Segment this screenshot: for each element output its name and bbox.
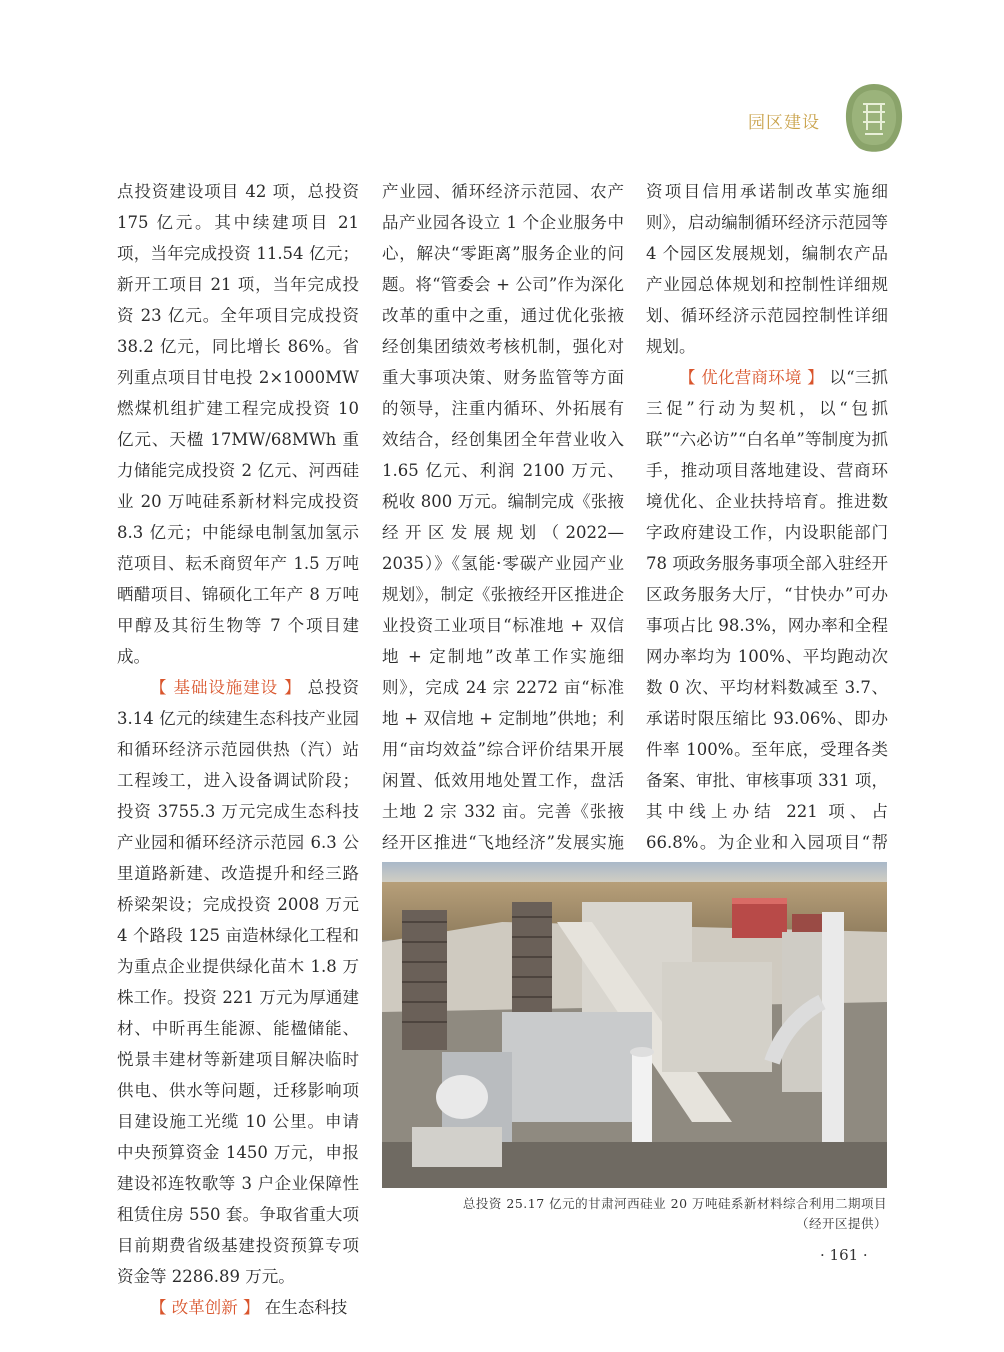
- section-title: 园区建设: [748, 113, 820, 133]
- caption-credit: （经开区提供）: [795, 1216, 887, 1231]
- caption-line: 总投资 25.17 亿元的甘肃河西硅业 20 万吨硅系新材料综合利用二期项目: [462, 1196, 887, 1211]
- paragraph-text: 总投资 3.14 亿元的续建生态科技产业园和循环经济示范园供热（汽）站工程竣工，进入设备调试阶段；投资 3755.3 万元完成生态科技产业园和循环经济示范园 6.3 公里道路新建、改造提升和经三路桥梁架设；完成投资 2008 万元 4 个路段 125 亩造林绿化工程和为重点企业提供绿化苗木 1.8 万株工作。投资 221 万元为厚通建材、中昕再生能源、能楹储能、悦景丰建材等新建项目解决临时供电、供水等问题，迁移影响项目建设施工光缆 10 公里。申请中央预算资金 1450 万元，申报建设祁连牧歌等 3 户企业保障性租赁住房 550 套。争取省重大项目前期费省级基建投资预算专项资金等 2286.89 万元。: [117, 678, 359, 1286]
- industrial-plant-photo: [382, 862, 887, 1188]
- paragraph: 资项目信用承诺制改革实施细则》，启动编制循环经济示范园等 4 个园区发展规划，编制农产品产业园总体规划和控制性详细规划、循环经济示范园控制性详细规划。: [646, 182, 888, 356]
- section-heading-infrastructure: 【 基础设施建设 】: [150, 678, 302, 697]
- paragraph-text: 以“三抓三促”行动为契机，以“包抓联”“六必访”“白名单”等制度为抓手，推动项目落地建设、营商环境优化、企业扶持培育。推进数字政府建设工作，内设职能部门 78 项政务服务事项全部入驻经开区政务服务大厅，“甘快办”可办事项占比 98.3%，网办率和全程网办率均为 100%、平均跑动次数 0 次、平均材料数减至 3.7、承诺时限压缩比 93.06%、即办件率 100%。至年底，受理各类备案、审批、审核事项 331 项，其中线上办结 221 项、占 66.8%。为企业和入园项目“帮: [646, 368, 888, 852]
- paragraph: [646, 362, 888, 889]
- section-heading-reform: 【 改革创新 】: [150, 1298, 260, 1317]
- paragraph: 点投资建设项目 42 项，总投资 175 亿元。其中续建项目 21 项，当年完成投资 11.54 亿元；新开工项目 21 项，当年完成投资 23 亿元。全年项目完成投资 38.2 亿元，同比增长 86%。省列重点项目甘电投 2×1000MW 燃煤机组扩建工程完成投资 10 亿元、天楹 17MW/68MWh 重力储能完成投资 2 亿元、河西硅业 20 万吨硅系新材料完成投资 8.3 亿元；中能绿电制氢加氢示范项目、耘禾商贸年产 1.5 万吨晒醋项目、锦硕化工年产 8 万吨甲醇及其衍生物等 7 个项目建成。: [117, 182, 359, 666]
- paragraph: [117, 672, 359, 1292]
- paragraph: 产业园、循环经济示范园、农产品产业园各设立 1 个企业服务中心，解决“零距离”服务企业的问题。将“管委会 + 公司”作为深化改革的重中之重，通过优化张掖经创集团绩效考核机制，强化对重大事项决策、财务监管等方面的领导，注重内循环、外拓展有效结合，经创集团全年营业收入 1.65 亿元、利润 2100 万元、税收 800 万元。编制完成《张掖经开区发展规划（2022—2035）》《氢能·零碳产业园产业规划》，制定《张掖经开区推进企业投资工业项目“标准地 + 双信地 + 定制地”改革工作实施细则》，完成 24 宗 2272 亩“标准地 + 双信地 + 定制地”供地；利用“亩均效益”综合评价结果开展闲置、低效用地处置工作，盘活土地 2 宗 332 亩。完善《张掖经开区推进“飞地经济”发展实施: [382, 182, 624, 852]
- paragraph-text: 在生态科技: [259, 1298, 348, 1317]
- text-column-1: [117, 176, 359, 1323]
- paragraph: [117, 1292, 359, 1323]
- seal-emblem-icon: [843, 82, 905, 154]
- photo-caption: [382, 1194, 887, 1234]
- section-heading-business-environment: 【 优化营商环境 】: [679, 368, 824, 387]
- text-column-2: [382, 176, 624, 889]
- page-number: · 161 ·: [820, 1246, 868, 1264]
- text-column-3: [646, 176, 888, 889]
